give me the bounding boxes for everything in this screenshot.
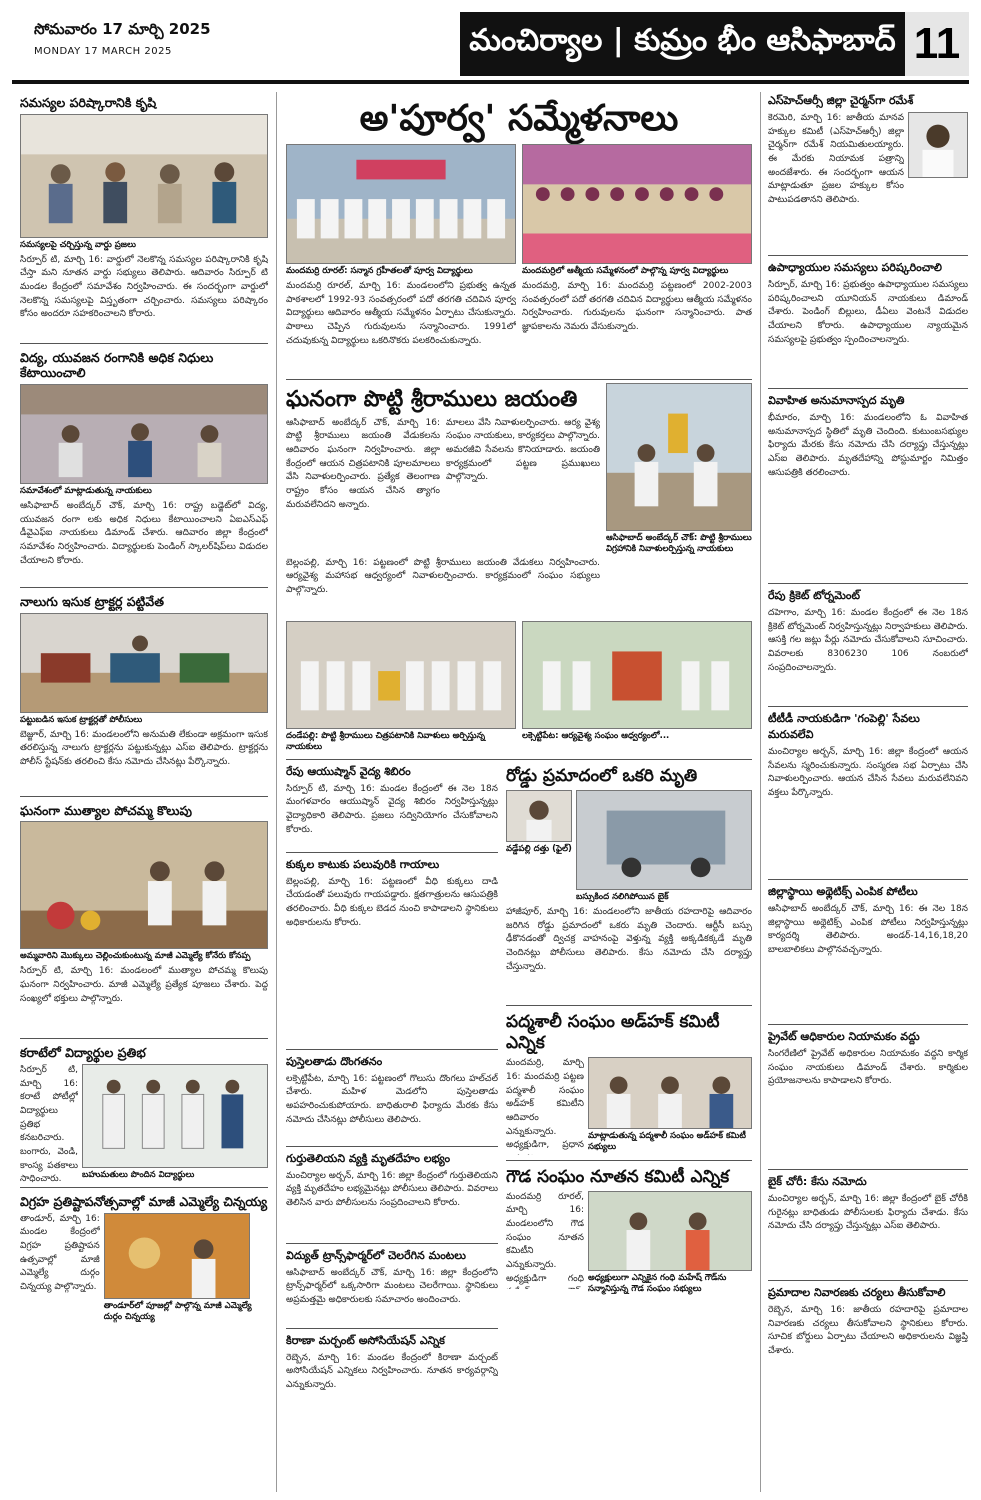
headline: కిరాణా మర్చంట్ అసోసియేషన్ ఎన్నిక [286, 1333, 445, 1347]
article-body: మంచిర్యాల అర్బన్, మార్చి 16: జిల్లా కేంద్రంలో బైక్ చోరీకి గురైనట్లు బాధితుడు పోలీసులకు ఫిర్యాదు చేశాడు. కేసు నమోదు చేసి దర్యాప్తు చేస్తున్నట్లు ఎస్ఐ తెలిపారు. [768, 1194, 968, 1232]
masthead [12, 12, 969, 84]
news-photo [104, 1213, 250, 1299]
headline: ప్రైవేట్ ఆధికారుల నియామకం వద్దు [768, 1030, 920, 1043]
article-body: మంచిర్యాల అర్బన్, మార్చి 16: జిల్లా కేంద్రంలో గుర్తుతెలియని వ్యక్తి మృతదేహం లభ్యమైనట్లు పోలీసులు తెలిపారు. వివరాలు తెలిసిన వారు పోలీసులను సంప్రదించాలని కోరారు. [286, 1170, 498, 1208]
article-body: సిర్పూర్ టి, మార్చి 16: కరాటే పోటీల్లో విద్యార్థులు ప్రతిభ కనబరిచారు. బంగారు, వెండి, కాంస్య పతకాలు సాధించారు. [20, 1064, 78, 1184]
article-body: ఆసిఫాబాద్ అంబేద్కర్ చౌక్, మార్చి 16: జిల్లా కేంద్రంలోని ట్రాన్స్‌ఫార్మర్‌లో ఒక్కసారిగా మంటలు చెలరేగాయి. స్థానికులు అప్రమత్తమై అధికారులకు సమాచారం అందించారు. [286, 1267, 498, 1305]
portrait-photo [908, 112, 968, 178]
article-body: సింగరేణిలో ప్రైవేట్ అధికారుల నియామకం వద్దని కార్మిక సంఘం నాయకులు డిమాండ్ చేశారు. కార్మికుల ప్రయోజనాలను కాపాడాలని కోరారు. [768, 1049, 968, 1087]
photo-caption: బస్సుకింద నలిగిపోయిన బైక్ [576, 891, 669, 902]
photo-caption: లక్సెట్టిపేట: ఆర్యవైశ్య సంఘం ఆధ్వర్యంలో... [522, 730, 670, 741]
headline: టీటీడీ నాయకుడిగా 'గంపెల్లి' సేవలు మరువలేవి [768, 712, 920, 741]
headline: గుర్తుతెలియని వ్యక్తి మృతదేహం లభ్యం [286, 1151, 451, 1165]
news-photo [588, 1191, 752, 1271]
headline: నాలుగు ఇసుక ట్రాక్టర్ల పట్టివేత [20, 593, 164, 609]
photo-caption: సమావేశంలో మాట్లాడుతున్న నాయకులు [20, 485, 152, 496]
article-body: మందమర్రి, మార్చి 16: మందమర్రి పట్టణ పద్మశాలీ సంఘం అడ్‌హక్ కమిటీని ఆదివారం ఎన్నుకున్నారు. అధ్యక్షుడిగా, ప్రధాన [506, 1058, 584, 1151]
date-block [34, 20, 211, 57]
article-body: లక్సెట్టిపేట, మార్చి 16: పట్టణంలో గొలుసు దొంగలు హల్‌చల్ చేశారు. మహిళ మెడలోని పుస్తెలతాడు అపహరించుకుపోయారు. బాధితురాలి ఫిర్యాదు మేరకు కేసు నమోదు చేసినట్లు పోలీసులు తెలిపారు. [286, 1073, 498, 1125]
headline: రోడ్డు ప్రమాదంలో ఒకరి మృతి [506, 765, 698, 786]
news-photo [20, 821, 268, 949]
article-body: భీమారం, మార్చి 16: మండలంలోని ఓ వివాహిత అనుమానాస్పద స్థితిలో మృతి చెందింది. కుటుంబసభ్యుల ఫిర్యాదు మేరకు కేసు నమోదు చేసి దర్యాప్తు చేస్తున్నట్లు ఎస్ఐ తెలిపారు. మృతదేహాన్ని పోస్టుమార్టం నిమిత్తం ఆసుపత్రికి తరలించారు. [768, 413, 968, 478]
news-photo [20, 114, 268, 238]
news-photo [576, 790, 752, 890]
article-body: మంచిర్యాల అర్బన్, మార్చి 16: జిల్లా కేంద్రంలో ఆయన సేవలను స్మరించుకున్నారు. సంస్మరణ సభ ఏర్పాటు చేసి నివాళులర్పించారు. ఆయన చేసిన సేవలు మరువలేనివని వక్తలు పేర్కొన్నారు. [768, 747, 968, 799]
headline: సమస్యల పరిష్కారానికి కృషి [20, 95, 157, 110]
article-body: సిర్పూర్ టి, మార్చి 16: వార్డులో నెలకొన్న సమస్యల పరిష్కారానికి కృషి చేస్తా మని నూతన వార్డు సభ్యులు తెలిపారు. ఆదివారం సిర్పూర్ టి మండల కేంద్రంలో సమావేశం నిర్వహించారు. ఈ సందర్భంగా వార్డులో నెలకొన్న సమస్యలపై విస్తృతంగా చర్చించారు. సమస్యలు పరిష్కారం కోసం అందరూ సహకరించాలని కోరారు. [20, 254, 268, 320]
headline: విద్యుత్ ట్రాన్స్‌ఫార్మర్‌లో చెలరేగిన మంటలు [286, 1248, 466, 1262]
article-body: సిర్పూర్ టి, మార్చి 16: మండల కేంద్రంలో ఈ నెల 18న మంగళవారం ఆయుష్మాన్ వైద్య శిబిరం నిర్వహిస్తున్నట్లు వైద్యాధికారి తెలిపారు. ప్రజలు సద్వినియోగం చేసుకోవాలని కోరారు. [286, 783, 498, 835]
headline: రేపు ఆయుష్మాన్ వైద్య శిబిరం [286, 764, 411, 778]
date-telugu: సోమవారం 17 మార్చి 2025 [34, 20, 211, 38]
headline: ఘనంగా పొట్టి శ్రీరాములు జయంతి [286, 387, 578, 413]
news-photo [20, 384, 268, 484]
article-body: బెల్లంపల్లి, మార్చి 16: పట్టణంలో పొట్టి శ్రీరాములు జయంతి వేడుకలు నిర్వహించారు. ఆర్యవైశ్య మహాసభ ఆధ్వర్యంలో నివాళులర్పించారు. కార్యక్రమంలో సంఘం సభ్యులు పాల్గొన్నారు. [286, 557, 600, 595]
news-photo [20, 613, 268, 713]
news-photo [522, 621, 752, 729]
photo-caption: దండేపల్లి: పొట్టి శ్రీరాములు చిత్రపటానికి నివాళులు అర్పిస్తున్న నాయకులు [286, 730, 486, 752]
headline: పద్మశాలీ సంఘం అడ్‌హక్ కమిటీ ఎన్నిక [506, 1011, 720, 1054]
article-body: ఆసిఫాబాద్ అంబేద్కర్ చౌక్, మార్చి 16: పొట్టి శ్రీరాములు జయంతి వేడుకలను ఆదివారం ఘనంగా నిర్వహించారు. జిల్లా కేంద్రంలో ఆయన చిత్రపటానికి పూలమాలలు వేసి నివాళులర్పించారు. ప్రత్యేక తెలంగాణ రాష్ట్రం కోసం ఆయన చేసిన త్యాగం మరువలేనిదని అన్నారు. [286, 417, 440, 510]
page-number: 11 [905, 12, 969, 76]
news-photo [82, 1064, 268, 1168]
column-rule [276, 92, 277, 1492]
article-body: సిర్పూర్ టి, మార్చి 16: మండలంలో ముత్యాల పోచమ్మ కొలుపు ఘనంగా నిర్వహించారు. మాజీ ఎమ్మెల్యే ప్రత్యేక పూజలు చేశారు. పెద్ద సంఖ్యలో భక్తులు పాల్గొన్నారు. [20, 966, 268, 1004]
photo-caption: ఆసిఫాబాద్ అంబేద్కర్ చౌక్: పొట్టి శ్రీరాములు విగ్రహానికి నివాళులర్పిస్తున్న నాయకులు [606, 533, 752, 555]
column-right [768, 92, 968, 1492]
section-title: మంచిర్యాల | కుమ్రం భీం ఆసిఫాబాద్ [460, 12, 905, 76]
article-body: రెబ్బెన, మార్చి 16: జాతీయ రహదారిపై ప్రమాదాల నివారణకు చర్యలు తీసుకోవాలని స్థానికులు కోరారు. సూచిక బోర్డులు ఏర్పాటు చేయాలని అధికారులను విజ్ఞప్తి చేశారు. [768, 1305, 968, 1357]
article-body: మాలలు వేసి నివాళులర్పించారు. ఆర్య వైశ్య సంఘం నాయకులు, కార్యకర్తలు పాల్గొన్నారు. అమరజీవి సేవలను కొనియాడారు. జయంతి కార్యక్రమంలో పట్టణ ప్రముఖులు పాల్గొన్నారు. [446, 417, 600, 483]
headline: కుక్కల కాటుకు పలువురికి గాయాలు [286, 857, 440, 871]
photo-caption: మాట్లాడుతున్న పద్మశాలీ సంఘం అడ్‌హక్ కమిటీ సభ్యులు [588, 1131, 746, 1153]
news-photo [606, 383, 752, 531]
headline: విగ్రహ ప్రతిష్టాపనోత్సవాల్లో మాజీ ఎమ్మెల్యే చిన్నయ్య [20, 1193, 268, 1209]
headline: ఎస్‌హెచ్ఆర్సీ జిల్లా చైర్మన్‌గా రమేశ్ [768, 94, 914, 107]
photo-caption: బహుమతులు పొందిన విద్యార్థులు [82, 1169, 195, 1180]
photo-caption: మందమర్రి రూరల్: సన్మాన గ్రహీతలతో పూర్వ విద్యార్థులు [286, 266, 473, 276]
article-body: కెరమెరి, మార్చి 16: జాతీయ మానవ హక్కుల కమిటీ (ఎస్‌హెచ్ఆర్సీ) జిల్లా చైర్మన్‌గా రమేశ్ నియమితులయ్యారు. ఈ మేరకు నియామక పత్రాన్ని అందజేశారు. ఈ సందర్భంగా ఆయన మాట్లాడుతూ ప్రజల హక్కుల కోసం పాటుపడతానని తెలిపారు. [768, 113, 904, 206]
photo-caption: తాండూర్‌లో పూజల్లో పాల్గొన్న మాజీ ఎమ్మెల్యే దుర్గం చిన్నయ్య [103, 1300, 252, 1322]
photo-caption: అధ్యక్షులుగా ఎన్నికైన గంధి మహేష్ గౌడ్‌ను సన్మానిస్తున్న గౌడ సంఘం సభ్యులు [588, 1272, 727, 1294]
article-body: బెజ్జూర్, మార్చి 16: మండలంలోని అనుమతి లేకుండా అక్రమంగా ఇసుక తరలిస్తున్న నాలుగు ట్రాక్టర్లను పట్టుకున్నట్లు ఎస్ఐ తెలిపారు. ట్రాక్టర్లను పోలీస్ స్టేషన్‌కు తరలించి కేసు నమోదు చేసినట్లు పేర్కొన్నారు. [20, 729, 268, 767]
headline: గౌడ సంఘం నూతన కమిటీ ఎన్నిక [506, 1166, 730, 1187]
photo-caption: మందమర్రిలో ఆత్మీయ సమ్మేళనంలో పాల్గొన్న పూర్వ విద్యార్థులు [522, 266, 729, 276]
headline: ఘనంగా ముత్యాల పోచమ్మ కొలుపు [20, 802, 192, 818]
headline: ఉపాధ్యాయుల సమస్యలు పరిష్కరించాలి [768, 261, 942, 274]
headline: పుస్తెలతాడు దొంగతనం [286, 1054, 383, 1068]
headline: వివాహిత అనుమానాస్పద మృతి [768, 394, 905, 407]
photo-caption: వడ్డేపల్లి దత్తు (ఫైల్) [506, 843, 572, 854]
photo-caption: సమస్యలపై చర్చిస్తున్న వార్డు ప్రజలు [20, 239, 136, 250]
article-body: మందమర్రి రూరల్, మార్చి 16: మండలంలోని ప్రభుత్వ ఉన్నత పాఠశాలలో 1992-93 సంవత్సరంలో పదో తరగతి చదివిన పూర్వ విద్యార్థులు ఆదివారం ఆత్మీయ సమ్మేళనం ఏర్పాటు చేసుకున్నారు. పాఠాలు చెప్పిన గురువులను సన్మానించారు. 1991లో చదువుకున్న విద్యార్థులు ఒకరినొకరు పలకరించుకున్నారు. [286, 281, 516, 346]
column-middle [286, 92, 752, 1492]
photo-caption: పట్టుబడిన ఇసుక ట్రాక్టర్లతో పోలీసులు [20, 714, 143, 725]
photo-caption: అమ్మవారిని మొక్కులు చెల్లించుకుంటున్న మాజీ ఎమ్మెల్యే కోనేరు కోనప్ప [20, 951, 251, 962]
column-rule [760, 92, 761, 1492]
article-body: ఆసిఫాబాద్ అంబేద్కర్ చౌక్, మార్చి 16: ఈ నెల 18న జిల్లాస్థాయి అథ్లెటిక్స్ ఎంపిక పోటీలు నిర్వహిస్తున్నట్లు కార్యదర్శి తెలిపారు. అండర్-14,16,18,20 బాలబాలికలు పాల్గొనవచ్చన్నారు. [768, 904, 968, 956]
headline: ప్రమాదాల నివారణకు చర్యలు తీసుకోవాలి [768, 1286, 946, 1299]
article-body: మందమర్రి, మార్చి 16: మందమర్రి పట్టణంలో 2002-2003 సంవత్సరంలో పదో తరగతి చదివిన విద్యార్థులు ఆత్మీయ సమ్మేళనం నిర్వహించారు. గురువులను ఘనంగా సన్మానించారు. పాత జ్ఞాపకాలను నెమరు వేసుకున్నారు. [522, 281, 752, 333]
portrait-photo [506, 790, 572, 842]
headline: బైక్ చోరీ: కేసు నమోదు [768, 1175, 867, 1188]
news-photo [286, 621, 516, 729]
headline: విద్య, యువజన రంగానికి అధిక నిధులు కేటాయించాలి [20, 349, 214, 381]
headline: జిల్లాస్థాయి అథ్లెటిక్స్ ఎంపిక పోటీలు [768, 885, 918, 898]
article-body: బెల్లంపల్లి, మార్చి 16: పట్టణంలో వీధి కుక్కలు దాడి చేయడంతో పలువురు గాయపడ్డారు. క్షతగాత్రులను ఆసుపత్రికి తరలించారు. వీధి కుక్కల బెడద నుంచి కాపాడాలని స్థానికులు అధికారులను కోరారు. [286, 876, 498, 928]
article-body: దహెగాం, మార్చి 16: మండల కేంద్రంలో ఈ నెల 18న క్రికెట్ టోర్నమెంట్ నిర్వహిస్తున్నట్లు నిర్వాహకులు తెలిపారు. ఆసక్తి గల జట్లు పేర్లు నమోదు చేసుకోవాలని సూచించారు. వివరాలకు 8306230 106 నంబరులో సంప్రదించాలన్నారు. [768, 608, 968, 673]
column-left [20, 92, 268, 1492]
headline: అ'పూర్వ' సమ్మేళనాలు [359, 98, 679, 139]
headline: రేపు క్రికెట్ టోర్నమెంట్ [768, 589, 860, 602]
article-body: ఆసిఫాబాద్ అంబేద్కర్ చౌక్, మార్చి 16: రాష్ట్ర బడ్జెట్‌లో విద్య, యువజన రంగా లకు అధిక నిధులు కేటాయించాలని ఏఐఎస్ఎఫ్ డీవైఎఫ్ఐ నాయకులు డిమాండ్ చేశారు. ఆదివారం జిల్లా కేంద్రంలో సమావేశం నిర్వహించారు. విద్యార్థులకు పెండింగ్ స్కాలర్‌షిప్‌లు విడుదల చేయాలని కోరారు. [20, 500, 268, 566]
headline: కరాటేలో విద్యార్థుల ప్రతిభ [20, 1045, 146, 1061]
article-body: రెబ్బెన, మార్చి 16: మండల కేంద్రంలో కిరాణా మర్చంట్ అసోసియేషన్ ఎన్నికలు నిర్వహించారు. నూతన కార్యవర్గాన్ని ఎన్నుకున్నారు. [286, 1352, 498, 1390]
article-body: హాజీపూర్, మార్చి 16: మండలంలోని జాతీయ రహదారిపై ఆదివారం జరిగిన రోడ్డు ప్రమాదంలో ఒకరు మృతి చెందారు. ఆర్టీసీ బస్సు ఢీకొనడంతో ద్విచక్ర వాహనంపై వెళ్తున్న వ్యక్తి అక్కడికక్కడే మృతి చెందినట్లు పోలీసులు తెలిపారు. కేసు నమోదు చేసి దర్యాప్తు చేస్తున్నారు. [506, 906, 752, 972]
article-body: తాండూర్, మార్చి 16: మండల కేంద్రంలో విగ్రహ ప్రతిష్టాపన ఉత్సవాల్లో మాజీ ఎమ్మెల్యే దుర్గం చిన్నయ్య పాల్గొన్నారు. [20, 1213, 100, 1292]
news-photo [522, 144, 752, 264]
article-body: సిర్పూర్, మార్చి 16: ప్రభుత్వం ఉపాధ్యాయుల సమస్యలు పరిష్కరించాలని యూనియన్ నాయకులు డిమాండ్ చేశారు. పెండింగ్ బిల్లులు, డీఏలు వెంటనే విడుదల చేయాలని కోరారు. ఉపాధ్యాయుల న్యాయమైన సమస్యలపై ప్రభుత్వం స్పందించాలన్నారు. [768, 280, 968, 345]
news-photo [588, 1057, 752, 1129]
news-photo [286, 144, 516, 264]
date-english: MONDAY 17 MARCH 2025 [34, 46, 172, 57]
article-body: మందమర్రి రూరల్, మార్చి 16: మండలంలోని గౌడ సంఘం నూతన కమిటీని ఎన్నుకున్నారు. అధ్యక్షుడిగా గంధి [506, 1191, 584, 1284]
